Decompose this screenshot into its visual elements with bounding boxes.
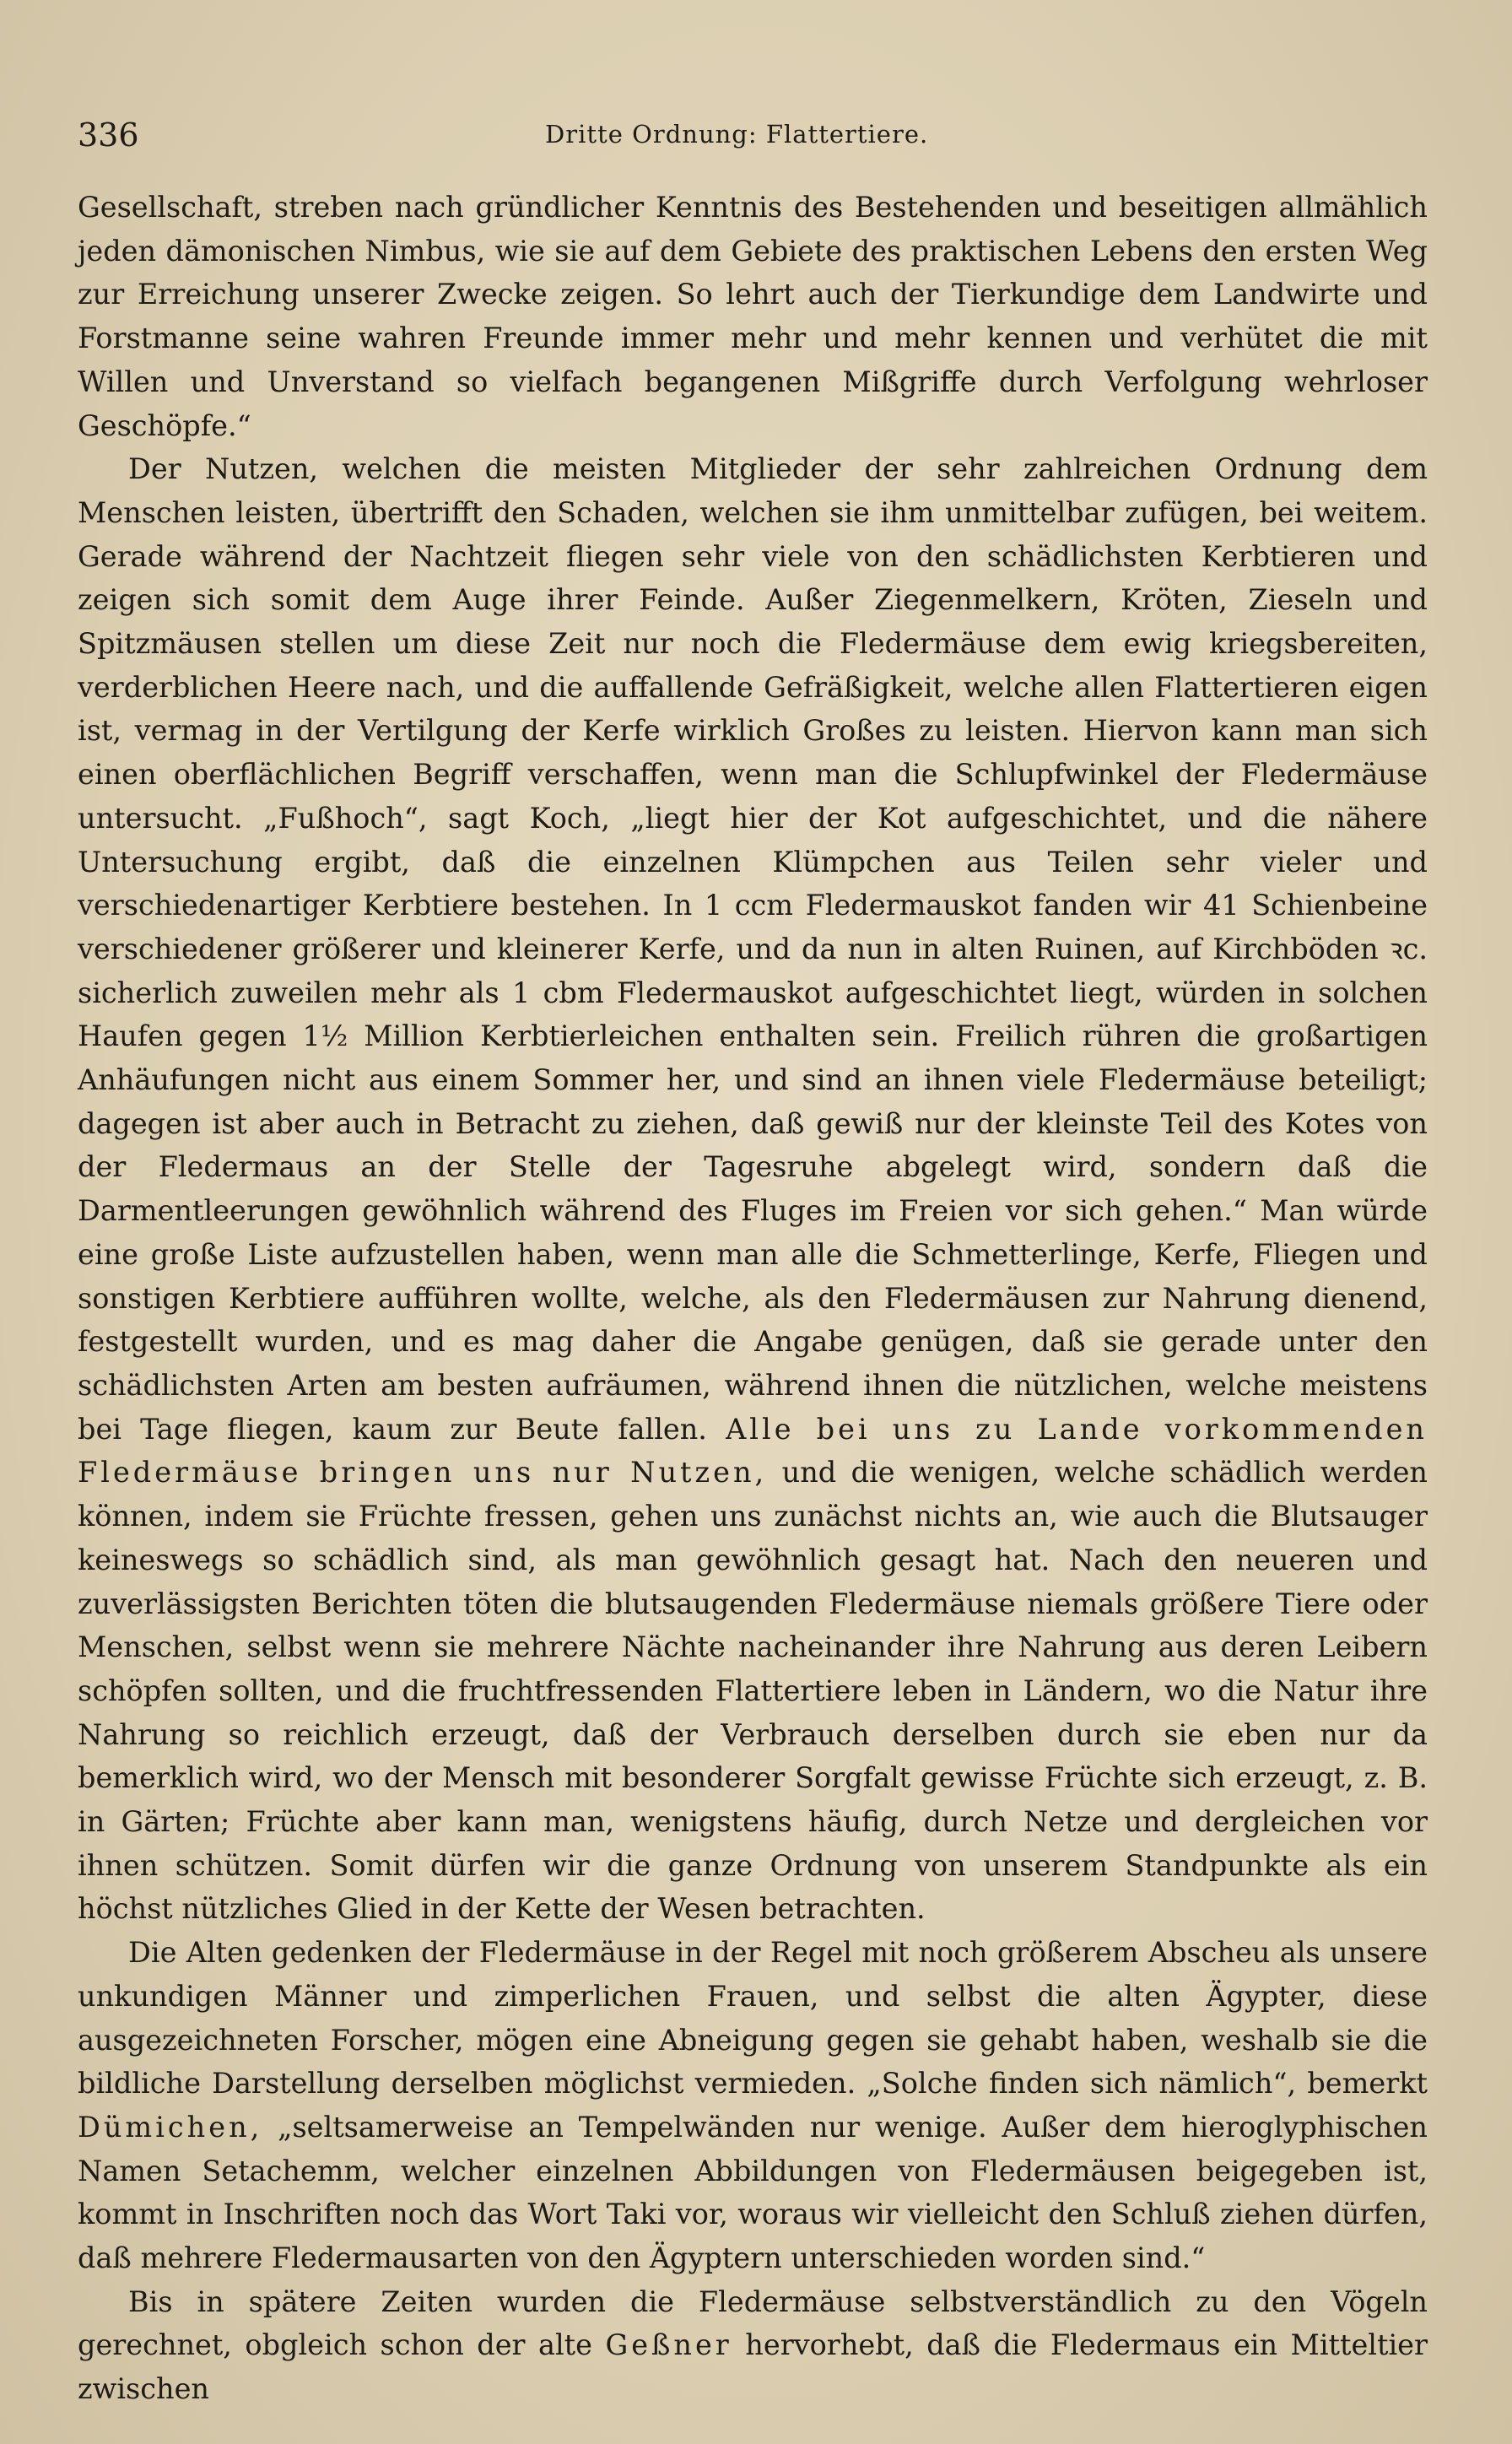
emphasized-text: Alle bei uns zu Lande vorkommenden Fledermäuse bringen uns nur Nutzen, (78, 1412, 1428, 1490)
running-head (78, 116, 1428, 167)
paragraph-text-continued: und die wenigen, welche schädlich werden können, indem sie Früchte fressen, gehen uns zunächst nichts an, wie auch die Blutsauger keineswegs so schädlich sind, als man gewöhnlich gesagt hat. Nach den neueren und zuverlässigsten Berichten töten die blutsaugenden Fledermäuse niemals größere Tiere oder Menschen, selbst wenn sie mehrere Nächte nacheinander ihre Nahrung aus deren Leibern schöpfen sollten, und die fruchtfressenden Flattertiere leben in Ländern, wo die Natur ihre Nahrung so reichlich erzeugt, daß der Verbrauch derselben durch sie eben nur da bemerklich wird, wo der Mensch mit besonderer Sorgfalt gewisse Früchte sich erzeugt, z. B. in Gärten; Früchte aber kann man, wenigstens häufig, durch Netze und dergleichen vor ihnen schützen. Somit dürfen wir die ganze Ordnung von unserem Standpunkte als ein höchst nützliches Glied in der Kette der Wesen betrachten. (78, 1456, 1428, 1926)
paragraph-text: Die Alten gedenken der Fledermäuse in der Regel mit noch größerem Abscheu als unsere unkundigen Männer und zimperlichen Frauen, und selbst die alten Ägypter, diese ausgezeichneten Forscher, mögen eine Abneigung gegen sie gehabt haben, weshalb sie die bildliche Darstellung derselben möglichst vermieden. „Solche finden sich nämlich“, bemerkt (78, 1936, 1428, 2101)
paragraph-text: Bis in spätere Zeiten wurden die Fledermäuse selbstverständlich zu den Vögeln gerechnet, obgleich schon der alte (78, 2284, 1428, 2362)
book-page (78, 116, 1428, 2411)
page-number: 336 (78, 116, 139, 154)
paragraph-4 (78, 2280, 1428, 2411)
paragraph-text-continued: „seltsamerweise an Tempelwänden nur wenige. Außer dem hieroglyphischen Namen Setachemm, welcher einzelnen Abbildungen von Fledermäusen beigegeben ist, kommt in Inschriften noch das Wort Taki vor, woraus wir vielleicht den Schluß ziehen dürfen, daß mehrere Fledermausarten von den Ägyptern unterschieden worden sind.“ (78, 2110, 1428, 2275)
paragraph-text-continued: hervorhebt, daß die Fledermaus ein Mitteltier zwischen (78, 2328, 1428, 2406)
paragraph-1 (78, 186, 1428, 447)
emphasized-name: Dümichen, (78, 2110, 263, 2144)
paragraph-text: Der Nutzen, welchen die meisten Mitglieder der sehr zahlreichen Ordnung dem Menschen leisten, übertrifft den Schaden, welchen sie ihm unmittelbar zufügen, bei weitem. Gerade während der Nachtzeit fliegen sehr viele von den schädlichsten Kerbtieren und zeigen sich somit dem Auge ihrer Feinde. Außer Ziegenmelkern, Kröten, Zieseln und Spitzmäusen stellen um diese Zeit nur noch die Fledermäuse dem ewig kriegsbereiten, verderblichen Heere nach, und die auffallende Gefräßigkeit, welche allen Flattertieren eigen ist, vermag in der Vertilgung der Kerfe wirklich Großes zu leisten. Hiervon kann man sich einen oberflächlichen Begriff verschaffen, wenn man die Schlupfwinkel der Fledermäuse untersucht. „Fußhoch“, sagt Koch, „liegt hier der Kot aufgeschichtet, und die nähere Untersuchung ergibt, daß die einzelnen Klümpchen aus Teilen sehr vieler und verschiedenartiger Kerbtiere bestehen. In 1 ccm Fledermauskot fanden wir 41 Schienbeine verschiedener größerer und kleinerer Kerfe, und da nun in alten Ruinen, auf Kirchböden ꝛc. sicherlich zuweilen mehr als 1 cbm Fledermauskot aufgeschichtet liegt, würden in solchen Haufen gegen 1½ Million Kerbtierleichen enthalten sein. Freilich rühren die großartigen Anhäufungen nicht aus einem Sommer her, und sind an ihnen viele Fledermäuse beteiligt; dagegen ist aber auch in Betracht zu ziehen, daß gewiß nur der kleinste Teil des Kotes von der Fledermaus an der Stelle der Tagesruhe abgelegt wird, sondern daß die Darmentleerungen gewöhnlich während des Fluges im Freien vor sich gehen.“ Man würde eine große Liste aufzustellen haben, wenn man alle die Schmetterlinge, Kerfe, Fliegen und sonstigen Kerbtiere aufführen wollte, welche, als den Fledermäusen zur Nahrung dienend, festgestellt wurden, und es mag daher die Angabe genügen, daß sie gerade unter den schädlichsten Arten am besten aufräumen, während ihnen die nützlichen, welche meistens bei Tage fliegen, kaum zur Beute fallen. (78, 452, 1428, 1446)
emphasized-name: Geßner (605, 2328, 732, 2362)
paragraph-3 (78, 1931, 1428, 2280)
body-text (78, 186, 1428, 2411)
chapter-heading: Dritte Ordnung: Flattertiere. (545, 120, 929, 149)
paragraph-text: Gesellschaft, streben nach gründlicher Kenntnis des Bestehenden und beseitigen allmählich jeden dämonischen Nimbus, wie sie auf dem Gebiete des praktischen Lebens den ersten Weg zur Erreichung unserer Zwecke zeigen. So lehrt auch der Tierkundige dem Landwirte und Forstmanne seine wahren Freunde immer mehr und mehr kennen und verhütet die mit Willen und Unverstand so vielfach begangenen Mißgriffe durch Verfolgung wehrloser Geschöpfe.“ (78, 191, 1428, 442)
paragraph-2 (78, 447, 1428, 1931)
